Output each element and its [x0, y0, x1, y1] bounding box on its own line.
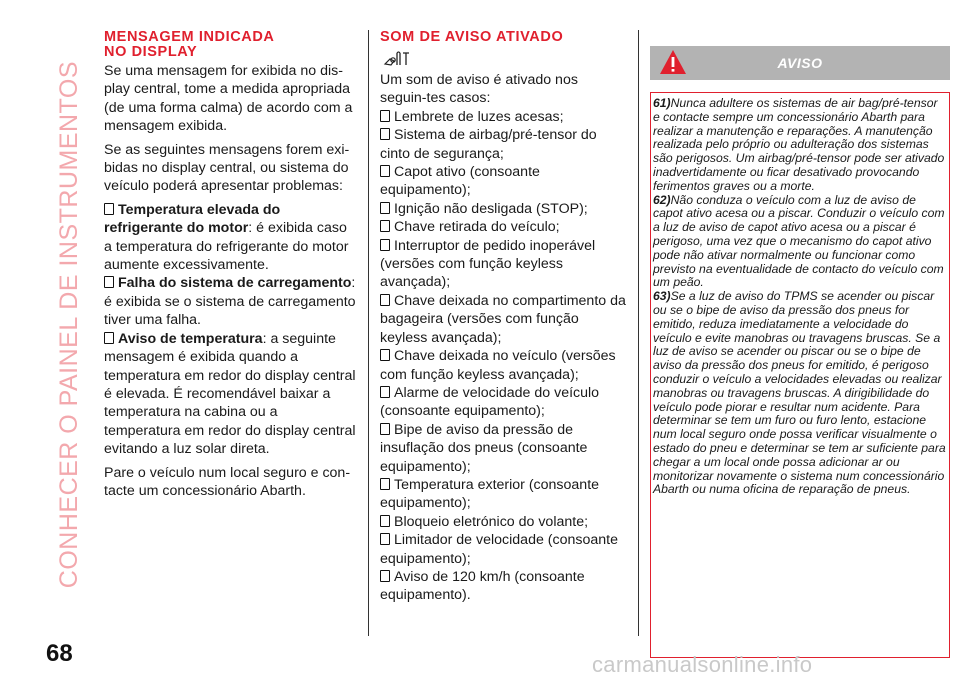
checkbox-bullet-icon [380, 570, 390, 582]
paragraph-intro: Um som de aviso é ativado nos seguin-tes casos: [380, 72, 578, 107]
warning-label: AVISO [777, 55, 823, 71]
checkbox-bullet-icon [380, 423, 390, 435]
list-item: Capot ativo (consoante equipamento); [380, 164, 540, 199]
warning-header [650, 46, 950, 80]
list-item: Ignição não desligada (STOP); [380, 200, 628, 218]
column-warning-sound [380, 30, 628, 605]
checkbox-bullet-icon [380, 220, 390, 232]
warning-notes [650, 92, 950, 658]
paragraph-problems: Se as seguintes mensagens forem exi-bidas no display central, ou sistema do veículo poderá apresentar problemas: [104, 141, 350, 195]
checkbox-bullet-icon [380, 386, 390, 398]
list-item: Interruptor de pedido inoperável (versões com função keyless avançada); [380, 237, 596, 291]
warning-box [650, 46, 950, 658]
watermark: carmanualsonline.info [592, 652, 813, 677]
list-item: Bloqueio eletrónico do volante; [380, 513, 628, 531]
column-display-messages [104, 30, 356, 505]
page-number: 68 [46, 640, 73, 667]
checkbox-bullet-icon [380, 110, 390, 122]
heading-display-message: MENSAGEM INDICADA NO DISPLAY [104, 29, 275, 60]
warning-triangle-icon [658, 48, 688, 76]
list-item: Falha do sistema de carregamento: é exibida se o sistema de carregamento tiver uma falha. [104, 275, 356, 329]
column-divider-1 [368, 30, 369, 636]
list-item: Chave retirada do veículo; [380, 218, 628, 236]
section-title-text: CONHECER O PAINEL DE INSTRUMENTOS [54, 61, 83, 589]
checkbox-bullet-icon [380, 294, 390, 306]
list-item: Chave deixada no veículo (versões com função keyless avançada); [380, 348, 616, 383]
checkbox-bullet-icon [380, 128, 390, 140]
warning-sound-list [380, 108, 628, 605]
list-item: Temperatura elevada do refrigerante do motor: é exibida caso a temperatura do refrigerante do motor aumente excessivamente. [104, 201, 349, 274]
checkbox-bullet-icon [380, 533, 390, 545]
list-item: Temperatura exterior (consoante equipamento); [380, 476, 600, 512]
warning-note: 61)Nunca adultere os sistemas de air bag/pré-tensor e contacte sempre um concessionário Abarth para realizar a manutenção e reparações. A manutenção realizada pelo próprio ou adulteração dos sistemas são perigosos. Um airbag/pré-tensor pode ser ativado inadvertidamente ou ficar desativado provocando ferimentos graves ou a morte. [653, 96, 945, 193]
warning-note: 63)Se a luz de aviso do TPMS se acender ou piscar ou se o bipe de aviso da pressão dos pneus for emitido, reduza imediatamente a velocidade do veículo e evite manobras ou travagens bruscas. Se a luz de aviso se acender ou piscar ou se o bipe de aviso da pressão dos pneus for emitido, é perigoso conduzir o veículo a velocidades elevadas ou realizar manobras ou travagens bruscas. A dirigibilidade do veículo pode piorar e resultar num acidente. Para determinar se tem um furo ou furo lento, estacione num local seguro onde possa verificar visualmente o estado do pneu e determinar se tem ar suficiente para chegar a um local onde possa adicionar ar ou monitorizar novamente o sistema num concessionário Abarth ou numa oficina de reparação de pneus. [653, 289, 946, 497]
list-item: Aviso de temperatura: a seguinte mensagem é exibida quando a temperatura em redor do display central é elevada. É recomendável baixar a temperatura na cabina ou a temperatura em redor do display central evitando a luz solar direta. [104, 330, 356, 458]
list-item: Bipe de aviso da pressão de insuflação dos pneus (consoante equipamento); [380, 421, 588, 475]
column-divider-2 [638, 30, 639, 636]
list-item: Chave deixada no compartimento da bagageira (versões com função keyless avançada); [380, 292, 626, 346]
list-item: Aviso de 120 km/h (consoante equipamento). [380, 568, 585, 604]
checkbox-bullet-icon [380, 478, 390, 490]
list-item: Alarme de velocidade do veículo (consoante equipamento); [380, 384, 600, 420]
section-sidebar-title [52, 30, 86, 620]
checkbox-bullet-icon [104, 276, 114, 288]
list-item: Sistema de airbag/pré-tensor do cinto de segurança; [380, 127, 597, 162]
checkbox-bullet-icon [104, 203, 114, 215]
list-item: Lembrete de luzes acesas; [380, 108, 628, 126]
warning-note: 62)Não conduza o veículo com a luz de aviso de capot ativo acesa ou a piscar. Conduzir o veículo com a luz de aviso de capot ativo acesa ou a piscar é perigoso, uma vez que o mecanismo do capot ativo pode não ativar normalmente ou funcionar como previsto na eventualidade de contacto do veículo com um peão. [653, 192, 945, 290]
heading-warning-sound: SOM DE AVISO ATIVADO [380, 29, 564, 45]
checkbox-bullet-icon [380, 165, 390, 177]
checkbox-bullet-icon [104, 332, 114, 344]
checkbox-bullet-icon [380, 202, 390, 214]
list-item: Limitador de velocidade (consoante equipamento); [380, 532, 618, 567]
service-manual-icon [382, 49, 412, 69]
checkbox-bullet-icon [380, 349, 390, 361]
paragraph-contact: Pare o veículo num local seguro e con-tacte um concessionário Abarth. [104, 464, 351, 499]
paragraph-intro: Se uma mensagem for exibida no dis-play central, tome a medida apropriada (de uma forma calma) de acordo com a mensagem exibida. [104, 63, 353, 135]
checkbox-bullet-icon [380, 239, 390, 251]
checkbox-bullet-icon [380, 515, 390, 527]
